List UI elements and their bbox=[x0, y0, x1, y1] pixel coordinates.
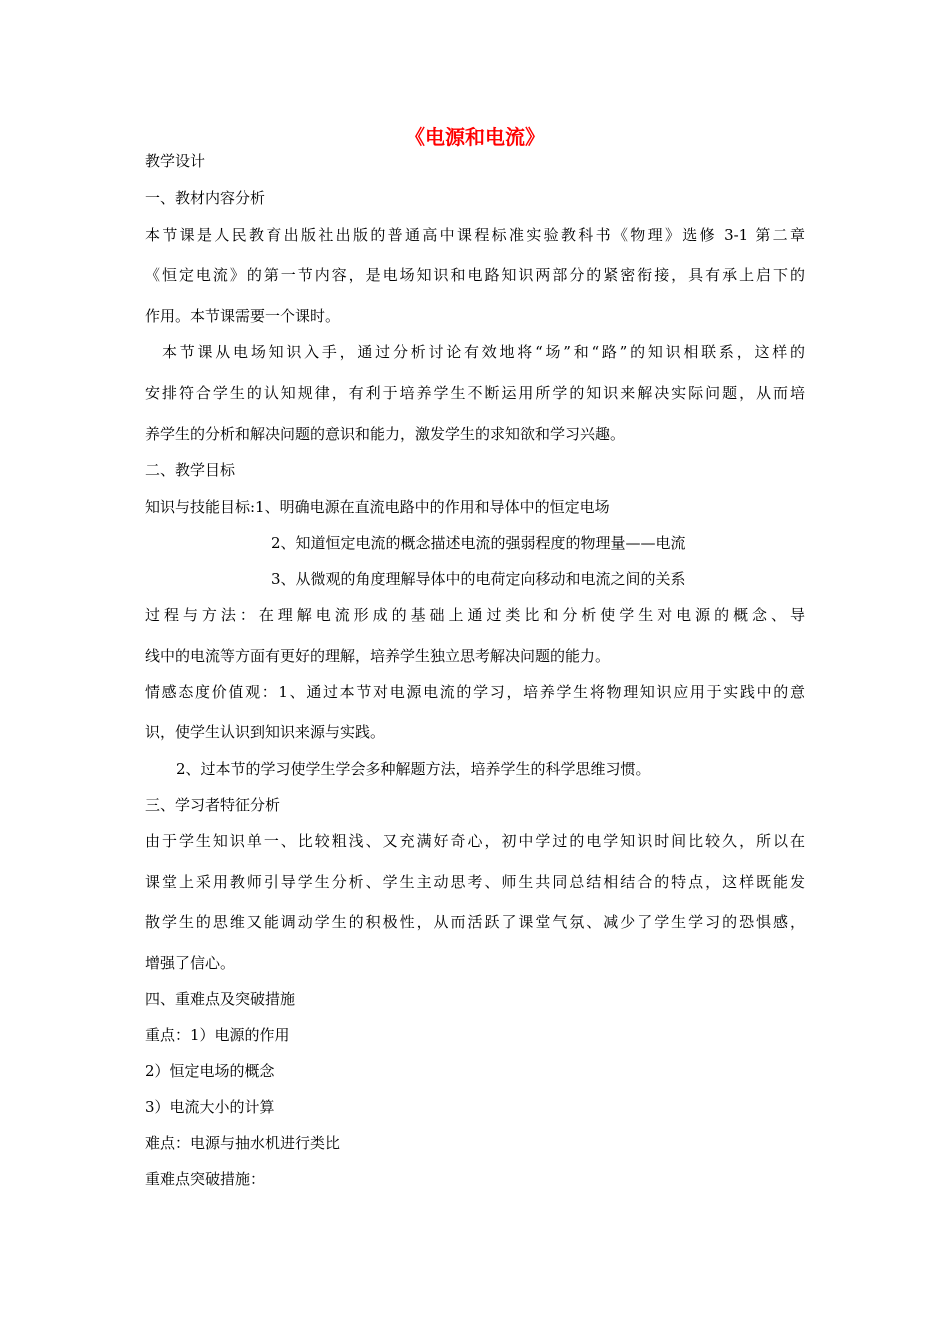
paragraph-line: 散学生的思维又能调动学生的积极性，从而活跃了课堂气氛、减少了学生学习的恐惧感， bbox=[145, 913, 805, 931]
difficulty-line: 难点：电源与抽水机进行类比 bbox=[145, 1134, 341, 1152]
paragraph-line: 作用。本节课需要一个课时。 bbox=[145, 307, 341, 325]
goal-line: 2、知道恒定电流的概念描述电流的强弱程度的物理量——电流 bbox=[271, 534, 686, 552]
heading-1: 一、教材内容分析 bbox=[145, 189, 266, 207]
goal-line: 知识与技能目标:1、明确电源在直流电路中的作用和导体中的恒定电场 bbox=[145, 498, 610, 516]
paragraph-line: 情感态度价值观：1、通过本节对电源电流的学习，培养学生将物理知识应用于实践中的意 bbox=[145, 683, 805, 701]
paragraph-line: 本节课从电场知识入手，通过分析讨论有效地将“场”和“路”的知识相联系，这样的 bbox=[162, 343, 805, 361]
section-label: 教学设计 bbox=[145, 152, 206, 170]
heading-2: 二、教学目标 bbox=[145, 461, 236, 479]
paragraph-line: 由于学生知识单一、比较粗浅、又充满好奇心，初中学过的电学知识时间比较久，所以在 bbox=[145, 832, 805, 850]
key-point-line: 重点：1）电源的作用 bbox=[145, 1026, 290, 1044]
paragraph-line: 本节课是人民教育出版社出版的普通高中课程标准实验教科书《物理》选修 3-1 第二章 bbox=[145, 226, 805, 244]
measures-line: 重难点突破措施： bbox=[145, 1170, 266, 1188]
paragraph-line: 增强了信心。 bbox=[145, 954, 236, 972]
paragraph-line: 养学生的分析和解决问题的意识和能力，激发学生的求知欲和学习兴趣。 bbox=[145, 425, 626, 443]
paragraph-line: 安排符合学生的认知规律，有利于培养学生不断运用所学的知识来解决实际问题，从而培 bbox=[145, 384, 805, 402]
heading-3: 三、学习者特征分析 bbox=[145, 796, 281, 814]
key-point-line: 3）电流大小的计算 bbox=[145, 1098, 275, 1116]
goal-line: 3、从微观的角度理解导体中的电荷定向移动和电流之间的关系 bbox=[271, 570, 686, 588]
paragraph-line: 2、过本节的学习使学生学会多种解题方法，培养学生的科学思维习惯。 bbox=[176, 760, 651, 778]
paragraph-line: 课堂上采用教师引导学生分析、学生主动思考、师生共同总结相结合的特点，这样既能发 bbox=[145, 873, 805, 891]
document-title: 《电源和电流》 bbox=[405, 125, 545, 149]
key-point-line: 2）恒定电场的概念 bbox=[145, 1062, 275, 1080]
paragraph-line: 过程与方法：在理解电流形成的基础上通过类比和分析使学生对电源的概念、导 bbox=[145, 606, 805, 624]
paragraph-line: 线中的电流等方面有更好的理解，培养学生独立思考解决问题的能力。 bbox=[145, 647, 611, 665]
paragraph-line: 识，使学生认识到知识来源与实践。 bbox=[145, 723, 386, 741]
heading-4: 四、重难点及突破措施 bbox=[145, 990, 296, 1008]
paragraph-line: 《恒定电流》的第一节内容，是电场知识和电路知识两部分的紧密衔接，具有承上启下的 bbox=[145, 266, 805, 284]
